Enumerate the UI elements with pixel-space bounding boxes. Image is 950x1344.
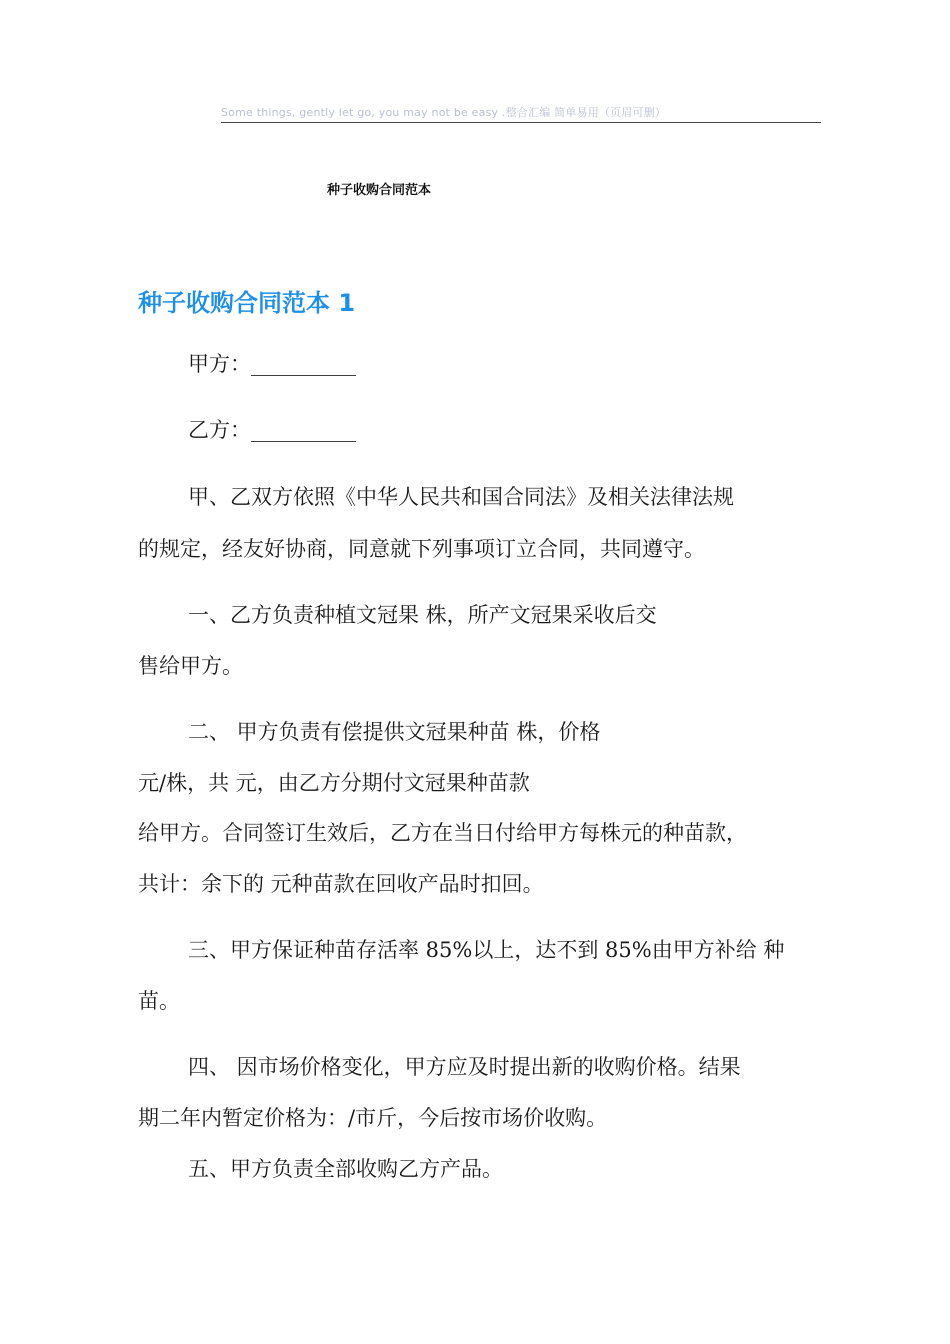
- clause-2-line-4: 共计：余下的 元种苗款在回收产品时扣回。: [138, 872, 544, 896]
- clause-5-line-1: 五、甲方负责全部收购乙方产品。: [188, 1157, 503, 1181]
- clause-1-line-2: 售给甲方。: [138, 654, 243, 678]
- party-b-line: 乙方：__________: [188, 418, 356, 442]
- clause-2-line-3: 给甲方。合同签订生效后，乙方在当日付给甲方每株元的种苗款，: [138, 821, 747, 845]
- clause-4-line-2: 期二年内暂定价格为：/市斤，今后按市场价收购。: [138, 1106, 608, 1130]
- clause-4-line-1: 四、 因市场价格变化，甲方应及时提出新的收购价格。结果: [188, 1055, 741, 1079]
- clause-1-line-1: 一、乙方负责种植文冠果 株，所产文冠果采收后交: [188, 603, 657, 627]
- clause-3-line-2: 苗。: [138, 989, 180, 1013]
- clause-2-line-1: 二、 甲方负责有偿提供文冠果种苗 株，价格: [188, 720, 601, 744]
- clause-2-line-2: 元/株，共 元，由乙方分期付文冠果种苗款: [138, 771, 530, 795]
- section-heading: 种子收购合同范本 1: [138, 289, 356, 317]
- clause-3-line-1: 三、甲方保证种苗存活率 85%以上，达不到 85%由甲方补给 种: [188, 938, 785, 962]
- party-a-line: 甲方：__________: [188, 352, 356, 376]
- preamble-line-2: 的规定，经友好协商，同意就下列事项订立合同，共同遵守。: [138, 537, 705, 561]
- page-header: Some things, gently let go, you may not be easy .整合汇编 简单易用（页眉可删）: [221, 104, 821, 123]
- document-title: 种子收购合同范本: [327, 183, 432, 198]
- preamble-line-1: 甲、乙双方依照《中华人民共和国合同法》及相关法律法规: [188, 485, 734, 509]
